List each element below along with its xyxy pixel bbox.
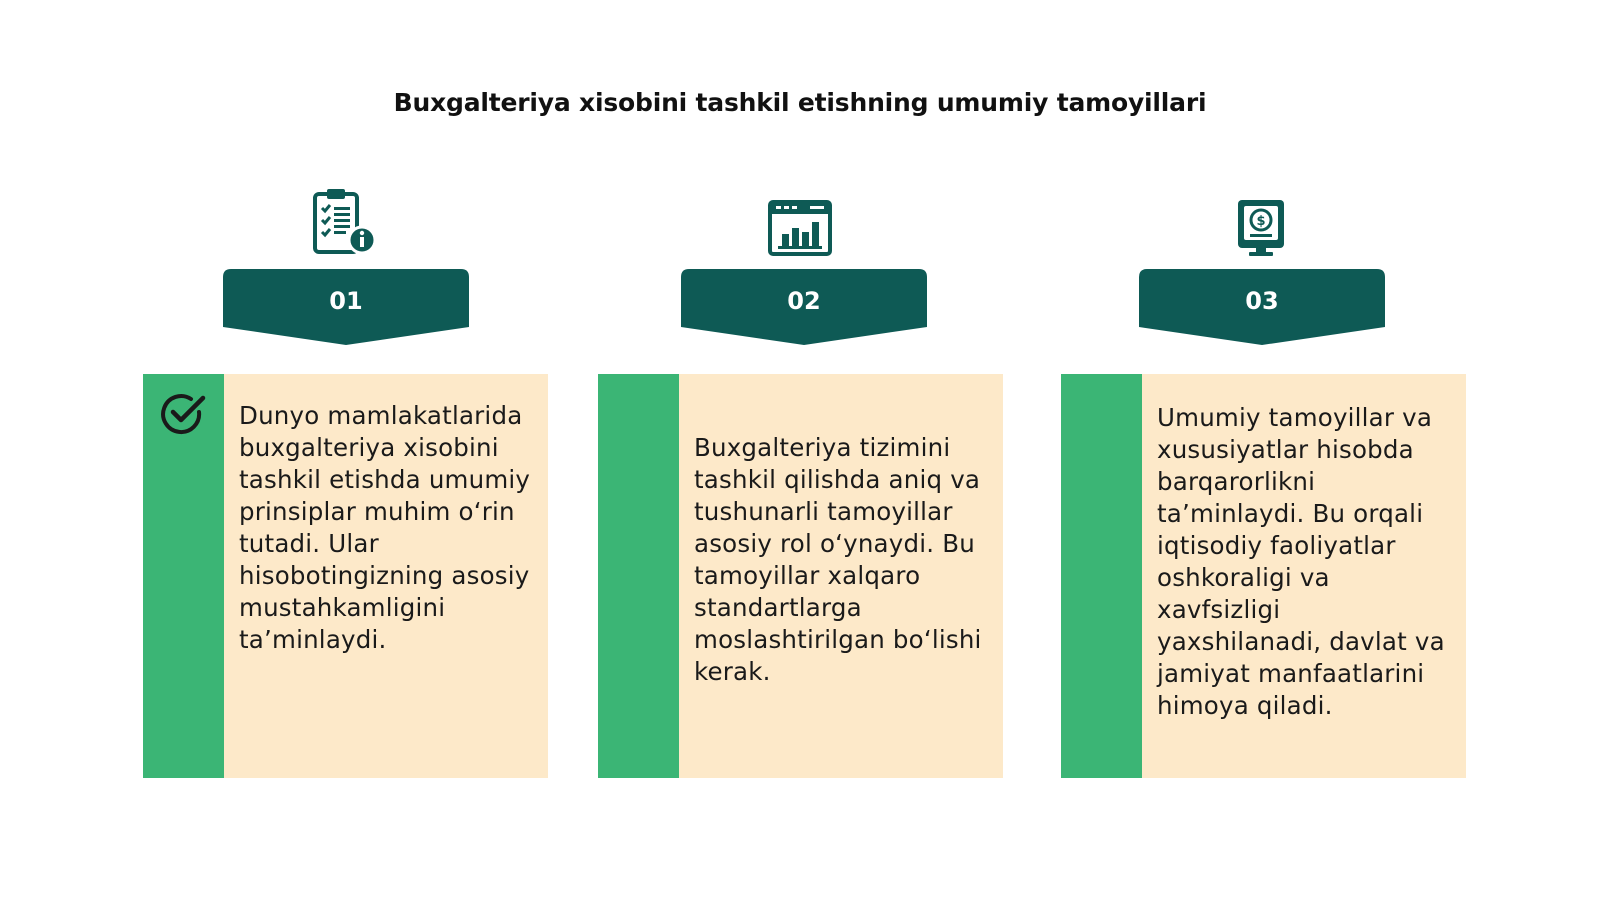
step-number: 03 <box>1245 287 1279 315</box>
step-badge-01 <box>223 269 469 345</box>
card-stripe <box>1061 374 1142 778</box>
card-text: Buxgalteriya tizimini tashkil qilishda aniq va tushunarli tamoyillar asosiy rol o‘ynaydi. Bu tamoyillar xalqaro standartlarga moslashtirilgan bo‘lishi kerak. <box>694 433 982 686</box>
card-text: Dunyo mamlakatlarida buxgalteriya xisobini tashkil etishda umumiy prinsiplar muhim o‘rin tutadi. Ular hisobotingizning asosiy mustahkamligini ta’minlaydi. <box>239 401 531 654</box>
card-text: Umumiy tamoyillar va xususiyatlar hisobda barqarorlikni ta’minlaydi. Bu orqali iqtisodiy faoliyatlar oshkoraligi va xavfsizligi yaxshilanadi, davlat va jamiyat manfaatlarini himoya qiladi. <box>1157 403 1445 720</box>
principle-card-03 <box>1061 374 1466 778</box>
step-number: 02 <box>787 287 821 315</box>
dollar-monitor-icon <box>1236 198 1286 258</box>
principle-card-01 <box>143 374 548 778</box>
step-number: 01 <box>329 287 363 315</box>
bar-chart-window-icon <box>768 200 832 256</box>
page-title: Buxgalteriya xisobini tashkil etishning umumiy tamoyillari <box>393 88 1207 117</box>
clipboard-checklist-info-icon <box>312 188 378 256</box>
card-stripe <box>143 374 224 778</box>
svg-text:$: $ <box>1256 214 1266 229</box>
step-badge-02 <box>681 269 927 345</box>
check-circle-icon <box>161 392 207 440</box>
step-badge-03 <box>1139 269 1385 345</box>
principle-card-02 <box>598 374 1003 778</box>
card-stripe <box>598 374 679 778</box>
